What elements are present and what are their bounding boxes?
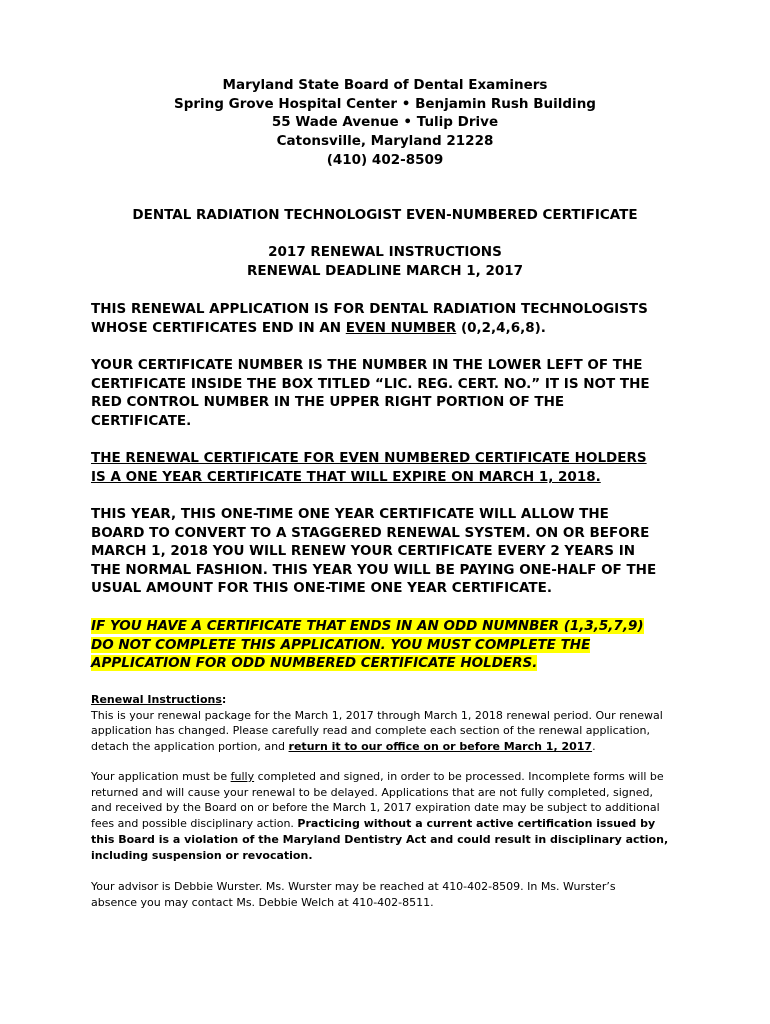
requirements-line: and received by the Board on or before the March 1, 2017 expiration date may be subject to additional: [91, 801, 660, 815]
completion-requirements: [91, 769, 691, 863]
violation-warning: Practicing without a current active certification issued by: [297, 817, 656, 831]
paragraph-line: THE NORMAL FASHION. THIS YEAR YOU WILL BE PAYING ONE-HALF OF THE: [91, 561, 657, 578]
instructions-line: application has changed. Please carefully read and complete each section of the renewal application,: [91, 724, 650, 738]
requirements-text: completed and signed, in order to be processed. Incomplete forms will be: [254, 770, 664, 783]
instructions-text: detach the application portion, and: [91, 740, 289, 754]
advisor-line: absence you may contact Ms. Debbie Welch at 410-402-8511.: [91, 895, 434, 909]
renewal-deadline: RENEWAL DEADLINE MARCH 1, 2017: [246, 262, 524, 279]
phone-number: (410) 402-8509: [326, 151, 444, 168]
highlighted-warning-line: IF YOU HAVE A CERTIFICATE THAT ENDS IN AN ODD NUMNBER (1,3,5,7,9): [91, 618, 644, 634]
violation-warning-line: this Board is a violation of the Maryland Dentistry Act and could result in disciplinary action,: [91, 832, 669, 846]
paragraph-line: THE RENEWAL CERTIFICATE FOR EVEN NUMBERED CERTIFICATE HOLDERS: [91, 450, 647, 466]
odd-number-warning: [91, 617, 691, 673]
document-title: DENTAL RADIATION TECHNOLOGIST EVEN-NUMBERED CERTIFICATE: [132, 207, 638, 223]
renewal-instructions: [91, 692, 691, 755]
paragraph-line: USUAL AMOUNT FOR THIS ONE-TIME ONE YEAR CERTIFICATE.: [91, 580, 552, 597]
eligibility-paragraph: [91, 300, 691, 337]
even-number-emphasis: EVEN NUMBER: [345, 319, 457, 336]
paragraph-line: IS A ONE YEAR CERTIFICATE THAT WILL EXPIRE ON MARCH 1, 2018.: [91, 468, 601, 485]
street-address: 55 Wade Avenue • Tulip Drive: [271, 114, 499, 131]
advisor-line: Your advisor is Debbie Wurster. Ms. Wurster may be reached at 410-402-8509. In Ms. Wurster’s: [91, 880, 616, 893]
paragraph-line: THIS YEAR, THIS ONE-TIME ONE YEAR CERTIFICATE WILL ALLOW THE: [91, 506, 609, 522]
fully-emphasis: fully: [230, 770, 255, 783]
instructions-line: This is your renewal package for the March 1, 2017 through March 1, 2018 renewal period. Our renewal: [91, 708, 663, 722]
paragraph-line: CERTIFICATE.: [91, 412, 192, 429]
paragraph-line: YOUR CERTIFICATE NUMBER IS THE NUMBER IN THE LOWER LEFT OF THE: [91, 357, 643, 373]
instructions-heading: [91, 692, 691, 708]
even-digits: (0,2,4,6,8).: [456, 319, 546, 336]
staggered-renewal-paragraph: [91, 505, 691, 598]
paragraph-line: BOARD TO CONVERT TO A STAGGERED RENEWAL SYSTEM. ON OR BEFORE: [91, 524, 650, 541]
one-year-certificate-notice: [91, 449, 691, 486]
heading-colon: :: [221, 693, 227, 706]
building: Spring Grove Hospital Center • Benjamin Rush Building: [174, 95, 596, 112]
highlighted-warning-line: DO NOT COMPLETE THIS APPLICATION. YOU MUST COMPLETE THE: [91, 636, 591, 653]
requirements-text: fees and possible disciplinary action.: [91, 817, 298, 831]
requirements-line: [91, 816, 691, 832]
eligibility-line-1: THIS RENEWAL APPLICATION IS FOR DENTAL RADIATION TECHNOLOGISTS: [91, 301, 648, 317]
instructions-line: [91, 739, 691, 755]
city-state-zip: Catonsville, Maryland 21228: [276, 133, 494, 150]
certificate-number-paragraph: [91, 356, 691, 430]
eligibility-line-2: [91, 319, 691, 338]
paragraph-line: MARCH 1, 2018 YOU WILL RENEW YOUR CERTIFICATE EVERY 2 YEARS IN: [91, 543, 636, 560]
paragraph-line: CERTIFICATE INSIDE THE BOX TITLED “LIC. REG. CERT. NO.” IT IS NOT THE: [91, 375, 650, 392]
return-deadline-emphasis: return it to our office on or before March 1, 2017: [288, 740, 593, 754]
eligibility-text: WHOSE CERTIFICATES END IN AN: [91, 319, 346, 336]
requirements-line: [91, 769, 691, 785]
paragraph-line: RED CONTROL NUMBER IN THE UPPER RIGHT PORTION OF THE: [91, 394, 565, 411]
instructions-heading-text: Renewal Instructions: [91, 693, 222, 706]
advisor-contact: [91, 879, 691, 910]
highlighted-warning-line: APPLICATION FOR ODD NUMBERED CERTIFICATE HOLDERS.: [91, 655, 538, 672]
violation-warning-line: including suspension or revocation.: [91, 848, 313, 862]
requirements-line: returned and will cause your renewal to be delayed. Applications that are not fully completed, signed,: [91, 785, 654, 799]
renewal-heading: [0, 243, 770, 280]
instructions-text: .: [592, 740, 596, 754]
requirements-text: Your application must be: [91, 770, 231, 783]
board-name: Maryland State Board of Dental Examiners: [222, 77, 548, 93]
letterhead: [0, 76, 770, 170]
renewal-title: 2017 RENEWAL INSTRUCTIONS: [268, 244, 502, 260]
